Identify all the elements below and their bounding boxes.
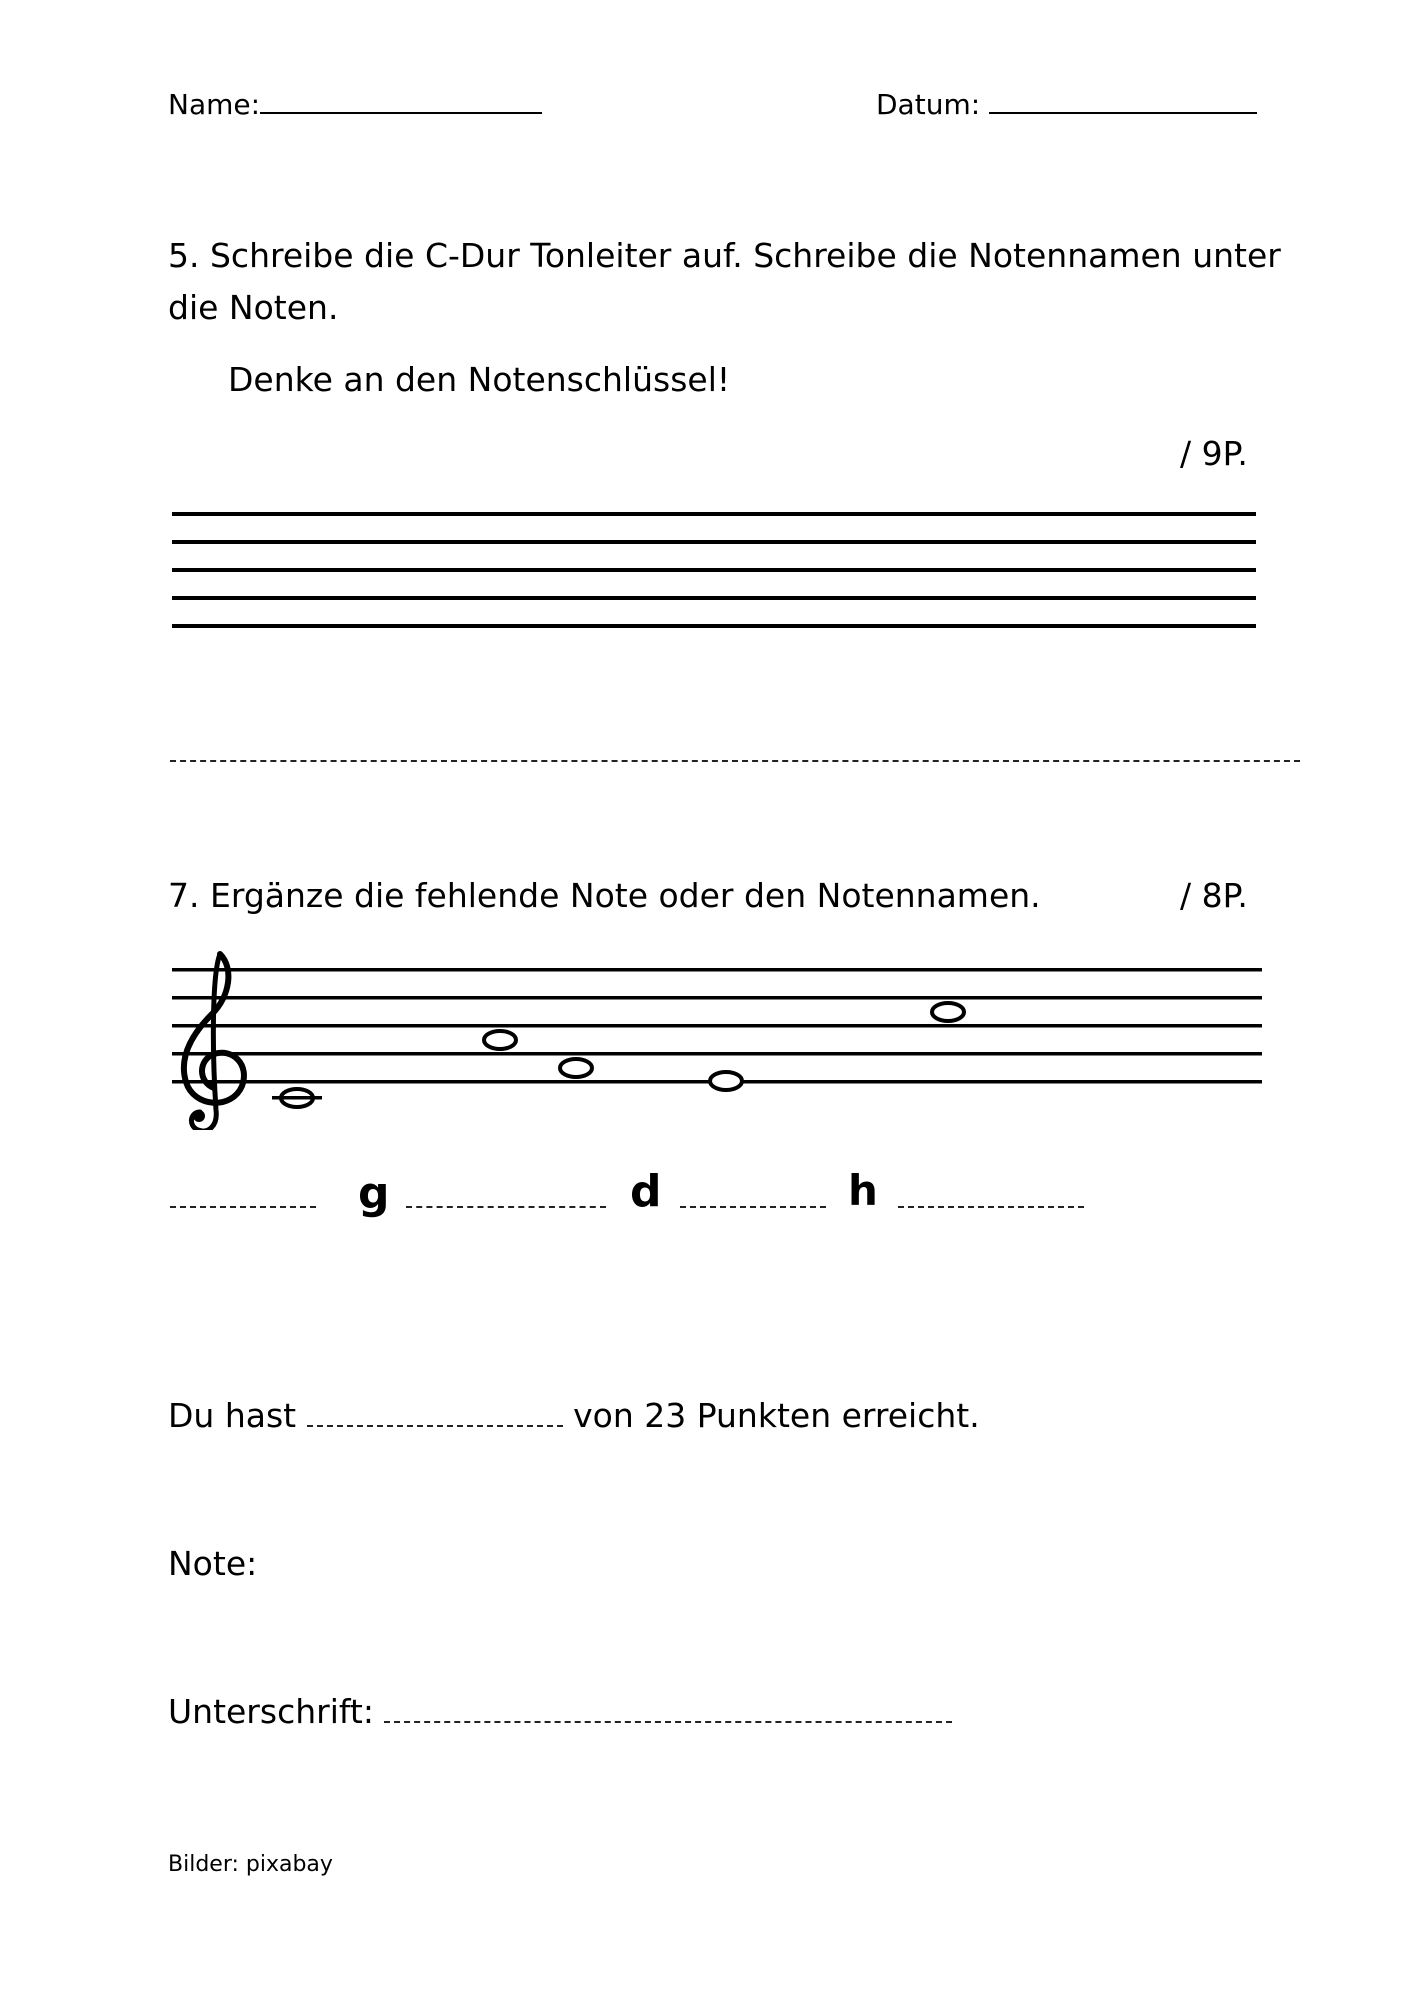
given-note-name-3: h: [848, 1166, 878, 1215]
date-field: [876, 88, 1257, 121]
staff-line: [172, 596, 1256, 600]
signature-label: Unterschrift:: [168, 1692, 374, 1731]
signature-blank[interactable]: [384, 1720, 952, 1723]
score-prefix: Du hast: [168, 1396, 297, 1435]
name-blank[interactable]: [260, 111, 542, 114]
task5-points: / 9P.: [1180, 434, 1248, 473]
staff-line: [172, 996, 1262, 1000]
date-blank[interactable]: [989, 111, 1257, 114]
answer-blank-2[interactable]: [406, 1206, 606, 1208]
given-note-name-1: g: [358, 1168, 390, 1219]
whole-note-e4: [710, 1072, 742, 1090]
grade-label: Note:: [168, 1544, 258, 1583]
music-staff: [172, 950, 1262, 1130]
staff-line: [172, 1024, 1262, 1028]
whole-note-a4: [484, 1031, 516, 1049]
score-blank[interactable]: [307, 1424, 563, 1427]
note-names-blank[interactable]: [170, 760, 1300, 762]
staff-line: [172, 540, 1256, 544]
name-label: Name:: [168, 88, 261, 121]
staff-line: [172, 1052, 1262, 1056]
score-line: [168, 1396, 980, 1435]
staff-line: [172, 624, 1256, 628]
answer-blank-3[interactable]: [680, 1206, 826, 1208]
music-staff-svg: [172, 950, 1262, 1130]
task5-title-cont: die Noten.: [168, 288, 339, 327]
staff-line: [172, 568, 1256, 572]
whole-note-c4: [272, 1089, 322, 1107]
treble-clef-icon: [184, 954, 244, 1130]
whole-note-f4: [560, 1059, 592, 1077]
task5-title: 5. Schreibe die C-Dur Tonleiter auf. Schreibe die Notennamen unter: [168, 236, 1281, 275]
score-suffix: von 23 Punkten erreicht.: [573, 1396, 980, 1435]
answer-blank-1[interactable]: [170, 1206, 316, 1208]
task7-points: / 8P.: [1180, 876, 1248, 915]
answer-blank-4[interactable]: [898, 1206, 1084, 1208]
staff-line: [172, 968, 1262, 972]
whole-note-c5: [932, 1003, 964, 1021]
staff-line: [172, 512, 1256, 516]
image-credits: Bilder: pixabay: [168, 1852, 333, 1877]
task7-title: 7. Ergänze die fehlende Note oder den Notennamen.: [168, 876, 1041, 915]
signature-line: [168, 1692, 952, 1731]
date-label: Datum:: [876, 88, 981, 121]
task5-hint: Denke an den Notenschlüssel!: [228, 360, 731, 399]
staff-lines: [172, 968, 1262, 1084]
empty-staff[interactable]: [172, 512, 1256, 632]
given-note-name-2: d: [630, 1166, 662, 1217]
name-field: [168, 88, 542, 121]
